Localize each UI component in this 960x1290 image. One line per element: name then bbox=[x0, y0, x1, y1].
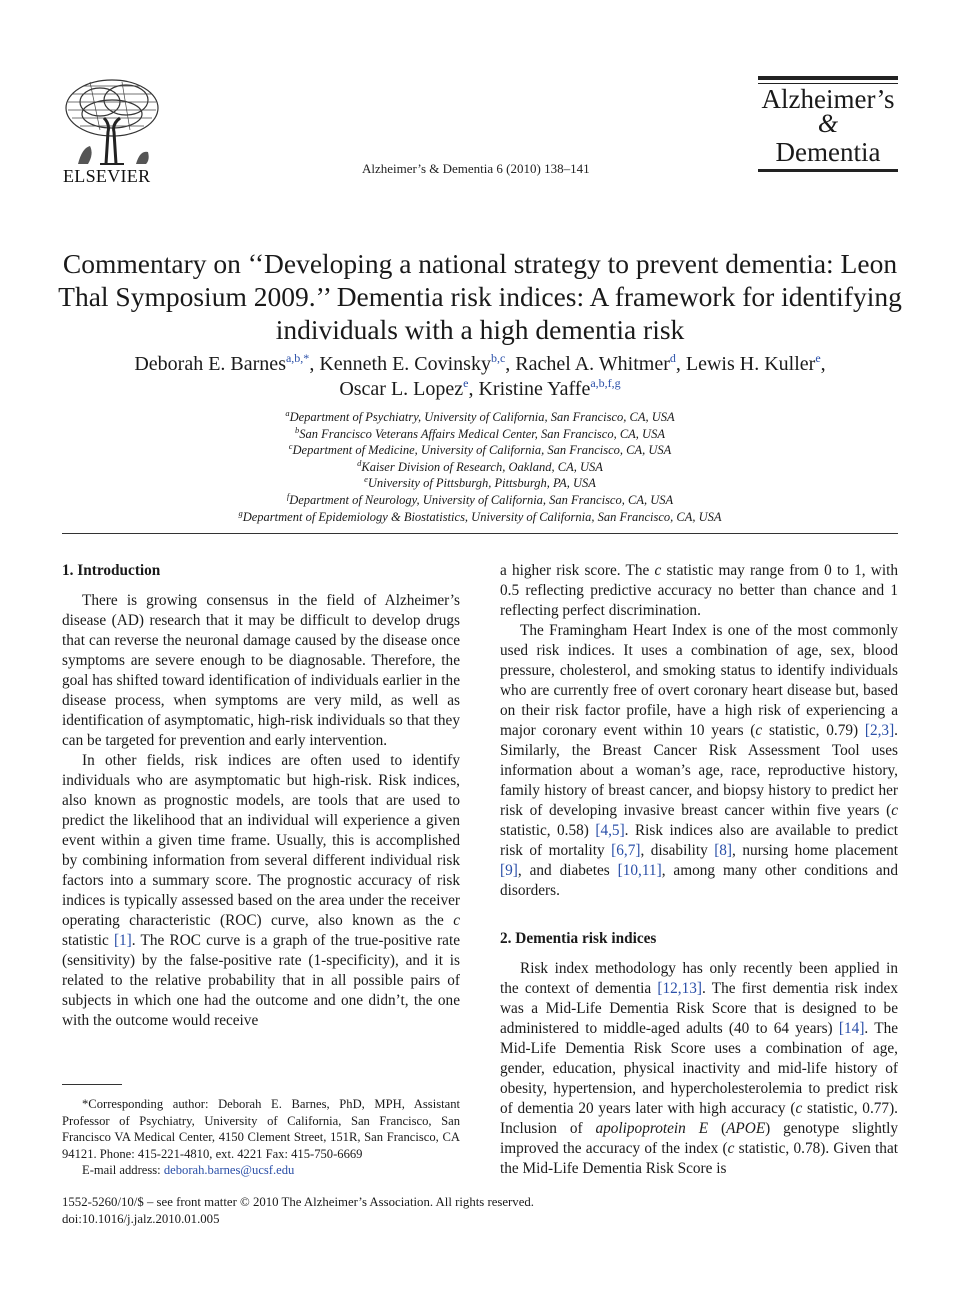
author-affiliation-marker[interactable]: a,b,* bbox=[285, 351, 310, 365]
citation-link[interactable]: [9] bbox=[500, 862, 518, 879]
paragraph: There is growing consensus in the field of Alzheimer’s disease (AD) research that it may be difficult to develop drugs that can reverse the neuronal damage caused by the disease once symptoms are severe enough to be diagnosable. Therefore, the goal has shifted toward identification of individuals earlier in the disease process, when symptoms are very mild, as well as identification of asymptomatic, high-risk individuals so that they can be targeted for prevention and early intervention. bbox=[62, 592, 460, 749]
author-name: Lewis H. Kuller bbox=[685, 353, 816, 375]
citation-link[interactable]: [6,7] bbox=[611, 842, 641, 859]
italic-text: apolipoprotein E bbox=[595, 1120, 709, 1137]
affiliation: $^a$Department of Psychiatry, University of California, San Francisco, CA, USA bbox=[285, 408, 675, 424]
author-name: Oscar L. Lopez bbox=[339, 378, 464, 400]
text-run: , disability bbox=[640, 842, 715, 859]
italic-text: c bbox=[891, 802, 898, 819]
footnote-divider bbox=[62, 1084, 122, 1085]
text-run: statistic, 0.58) bbox=[500, 822, 596, 839]
citation-link[interactable]: [10,11] bbox=[617, 862, 662, 879]
left-column bbox=[62, 561, 460, 1031]
email-label: E-mail address: bbox=[82, 1163, 164, 1177]
text-run: statistic, 0.78). Given that the Mid-Life Dementia Risk Score is bbox=[500, 1140, 898, 1177]
affiliation-marker: b bbox=[295, 424, 300, 435]
paragraph bbox=[62, 751, 460, 1031]
text-run: ) genotype slightly improved the accuracy of the index ( bbox=[500, 1120, 899, 1157]
text-run: . Risk indices also are available to predict risk of mortality bbox=[500, 822, 898, 859]
section-heading-dementia-risk-indices: 2. Dementia risk indices bbox=[500, 930, 657, 947]
header-divider bbox=[62, 533, 898, 534]
author-affiliation-marker[interactable]: d bbox=[669, 351, 676, 365]
email-line bbox=[62, 1162, 460, 1179]
italic-text: c bbox=[453, 912, 460, 929]
logo-rule bbox=[758, 169, 898, 172]
text-run: . The first dementia risk index was a Mid-Life Dementia Risk Score that is designed to be administered to middle-aged adults (40 to 64 years) bbox=[500, 980, 898, 1037]
text-run: statistic, 0.79) bbox=[762, 722, 865, 739]
affiliation-list bbox=[40, 409, 920, 525]
citation-link[interactable]: [2,3] bbox=[864, 722, 895, 739]
text-run: . The Mid-Life Dementia Risk Score uses a combination of age, gender, education, physical inactivity and mid-life history of obesity, hypertension, and hypercholesterolemia to predict risk of dementia 20 years later with high accuracy ( bbox=[500, 1020, 899, 1117]
author-affiliation-marker[interactable]: e bbox=[815, 351, 821, 365]
logo-line-2: & bbox=[817, 109, 839, 138]
journal-citation: Alzheimer’s & Dementia 6 (2010) 138–141 bbox=[362, 161, 590, 176]
affiliation-marker: e bbox=[364, 474, 368, 485]
text-run: statistic may range from 0 to 1, with 0.5 reflecting predictive accuracy no better than chance and 1 reflecting perfect discrimination. bbox=[500, 562, 898, 619]
paragraph-continuation bbox=[500, 561, 898, 621]
text-run: , nursing home placement bbox=[732, 842, 898, 859]
text-run: ( bbox=[708, 1120, 727, 1137]
footnote bbox=[62, 1096, 460, 1179]
text-run: . The ROC curve is a graph of the true-positive rate (sensitivity) by the false-positive rate (1-specificity), and it is related to the relative probability that in all possible pairs of subjects in which one had the outcome and one didn’t, the one with the outcome would receive bbox=[62, 932, 460, 1029]
italic-text: c bbox=[654, 562, 662, 579]
issn-line: 1552-5260/10/$ – see front matter © 2010 The Alzheimer’s Association. All rights reserved. bbox=[62, 1195, 534, 1209]
affiliation: $^g$Department of Epidemiology & Biostatistics, University of California, San Francisco, CA, USA bbox=[238, 507, 722, 524]
citation-link[interactable]: [12,13] bbox=[657, 980, 702, 997]
italic-text: APOE bbox=[726, 1120, 766, 1137]
affiliation-marker: g bbox=[238, 507, 243, 518]
citation-link[interactable]: [8] bbox=[714, 842, 733, 859]
logo-line-1: Alzheimer’s bbox=[761, 84, 895, 114]
corresponding-author-note: *Corresponding author: Deborah E. Barnes, PhD, MPH, Assistant Professor of Psychiatry, University of California, San Francisco, San Francisco VA Medical Center, 4150 Clement Street, 151R, San Francisco, CA 94121. Phone: 415-221-4810, ext. 4221 Fax: 415-750-6669 bbox=[62, 1097, 460, 1161]
affiliation-marker: c bbox=[288, 441, 293, 452]
text-run: In other fields, risk indices are often used to identify individuals who are asymptomatic but high-risk. Risk indices, also known as prognostic models, are tools that are used to predict the likelihood that an individual will experience a given event within a given time frame. Usually, this is accomplished by combining information from several different individual risk factors into a summary score. The prognostic accuracy of risk indices is typically assessed based on the area under the receiver operating characteristic (ROC) curve, also known as the bbox=[62, 752, 460, 929]
page-footer bbox=[62, 1194, 662, 1227]
section-heading-introduction: 1. Introduction bbox=[62, 562, 161, 579]
author-affiliation-marker[interactable]: e bbox=[463, 376, 469, 390]
italic-text: c bbox=[727, 1140, 735, 1157]
affiliation: $^e$University of Pittsburgh, Pittsburgh, PA, USA bbox=[364, 474, 596, 491]
text-run: , and diabetes bbox=[517, 862, 618, 879]
author-name: Kenneth E. Covinsky bbox=[319, 353, 491, 375]
affiliation: $^d$Kaiser Division of Research, Oakland, CA, USA bbox=[357, 457, 603, 474]
affiliation: $^b$San Francisco Veterans Affairs Medical Center, San Francisco, CA, USA bbox=[295, 424, 665, 441]
affiliation-marker: f bbox=[286, 490, 290, 501]
author-list: Deborah E. Barnes$^{a,b,*}$, Kenneth E. Covinsky$^{b,c}$, Rachel A. Whitmer$^d$, Lewis H. Kuller$^e$, Oscar L. Lopez$^e$, Kristine Yaffe$^{a,b,f,g}$ bbox=[134, 351, 826, 400]
logo-line-3: Dementia bbox=[775, 137, 881, 167]
paragraph bbox=[500, 621, 898, 901]
author-name: Deborah E. Barnes bbox=[134, 353, 286, 375]
text-run: Risk index methodology has only recently been applied in the context of dementia bbox=[500, 960, 898, 997]
email-link[interactable]: deborah.barnes@ucsf.edu bbox=[163, 1163, 295, 1177]
italic-text: c bbox=[755, 722, 763, 739]
text-run: statistic, 0.77). Inclusion of bbox=[500, 1100, 898, 1137]
doi-line: doi:10.1016/j.jalz.2010.01.005 bbox=[62, 1211, 220, 1226]
affiliation: $^f$Department of Neurology, University of California, San Francisco, CA, USA bbox=[286, 490, 674, 507]
author-name: Rachel A. Whitmer bbox=[515, 353, 670, 375]
logo-rule bbox=[758, 76, 898, 80]
publisher-name: ELSEVIER bbox=[63, 166, 151, 186]
text-run: a higher risk score. The bbox=[500, 562, 655, 579]
affiliation: $^c$Department of Medicine, University of California, San Francisco, CA, USA bbox=[288, 441, 672, 458]
paragraph bbox=[500, 959, 898, 1179]
citation-link[interactable]: [1] bbox=[113, 932, 132, 949]
article-title: Commentary on ‘‘Developing a national strategy to prevent dementia: Leon Thal Symposium 2009.’’ Dementia risk indices: A framework for identifying individuals with a high dementia risk bbox=[58, 248, 902, 345]
text-run: . Similarly, the Breast Cancer Risk Assessment Tool uses information about a woman’s age, race, reproductive history, family history of breast cancer, and biopsy history to predict her risk of developing invasive breast cancer within five years ( bbox=[500, 722, 898, 819]
affiliation-marker: a bbox=[285, 408, 290, 418]
citation-link[interactable]: [4,5] bbox=[595, 822, 625, 839]
italic-text: c bbox=[795, 1100, 803, 1117]
right-column bbox=[500, 561, 898, 1179]
text-run: The Framingham Heart Index is one of the most commonly used risk indices. It uses a combination of age, sex, blood pressure, cholesterol, and smoking status to identify individuals who are currently free of overt coronary heart disease but, based on their risk factor profile, have a high risk of experiencing a major coronary event within 10 years ( bbox=[500, 622, 898, 739]
author-affiliation-marker[interactable]: b,c bbox=[490, 351, 506, 365]
author-name: Kristine Yaffe bbox=[478, 378, 591, 400]
journal-logo bbox=[758, 76, 898, 172]
citation-link[interactable]: [14] bbox=[838, 1020, 865, 1037]
affiliation-marker: d bbox=[357, 457, 362, 468]
text-run: , among many other conditions and disorders. bbox=[500, 862, 898, 899]
text-run: statistic bbox=[62, 932, 114, 949]
author-affiliation-marker[interactable]: a,b,f,g bbox=[590, 376, 621, 390]
